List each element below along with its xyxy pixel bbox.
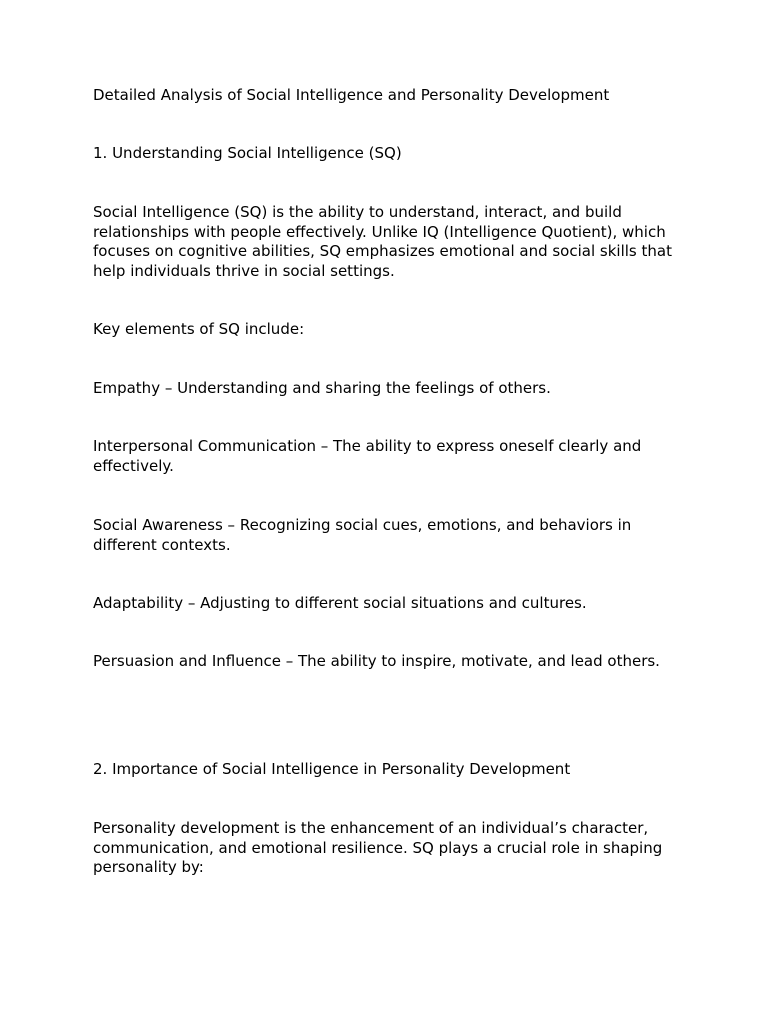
section-1-heading: 1. Understanding Social Intelligence (SQ) [93, 144, 402, 162]
key-element-persuasion-influence: Persuasion and Influence – The ability to inspire, motivate, and lead others. [93, 652, 660, 670]
section-2-heading: 2. Importance of Social Intelligence in Personality Development [93, 760, 571, 778]
section-1-paragraph: Social Intelligence (SQ) is the ability to understand, interact, and build relationships with people effectively. Unlike IQ (Intelligence Quotient), which focuses on cognitive abilities, SQ emphasizes emotional and social skills that help individuals thrive in social settings. [93, 203, 672, 280]
section-2-paragraph: Personality development is the enhancement of an individual’s character, communication, and emotional resilience. SQ plays a crucial role in shaping personality by: [93, 819, 663, 876]
key-element-adaptability: Adaptability – Adjusting to different social situations and cultures. [93, 594, 587, 612]
document-title: Detailed Analysis of Social Intelligence and Personality Development [93, 86, 610, 104]
key-element-social-awareness: Social Awareness – Recognizing social cues, emotions, and behaviors in different contexts. [93, 516, 632, 554]
key-element-empathy: Empathy – Understanding and sharing the feelings of others. [93, 379, 551, 397]
key-elements-intro: Key elements of SQ include: [93, 320, 305, 338]
key-element-interpersonal-communication: Interpersonal Communication – The ability to express oneself clearly and effectively. [93, 437, 642, 475]
